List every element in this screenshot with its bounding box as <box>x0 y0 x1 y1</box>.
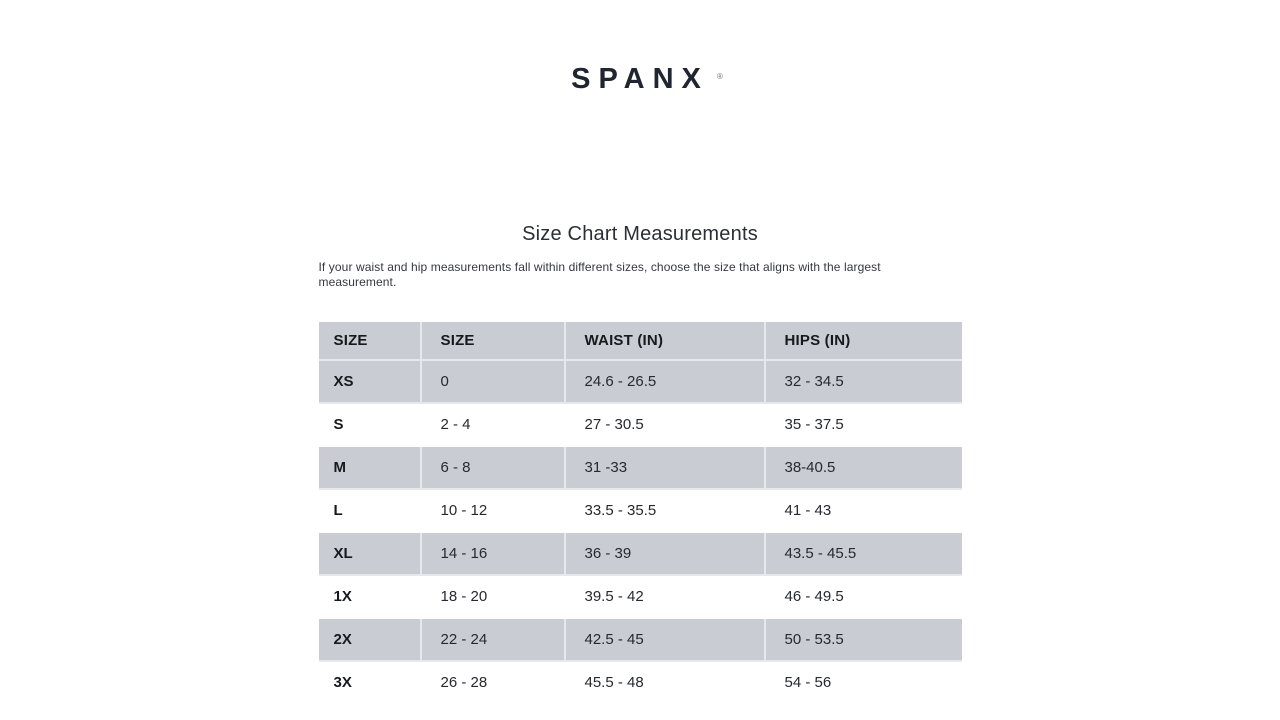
table-row <box>319 662 962 705</box>
size-label-cell: 2X <box>319 619 422 662</box>
waist-cell: 36 - 39 <box>566 533 766 576</box>
spanx-logo <box>571 63 723 95</box>
column-header-hips: HIPS (IN) <box>766 322 962 361</box>
numeric-size-cell: 14 - 16 <box>422 533 566 576</box>
size-label-cell: 3X <box>319 662 422 705</box>
spanx-logo-text: SPANX <box>571 63 709 95</box>
numeric-size-cell: 2 - 4 <box>422 404 566 447</box>
column-header-waist: WAIST (IN) <box>566 322 766 361</box>
page-title: Size Chart Measurements <box>522 223 758 245</box>
waist-cell: 33.5 - 35.5 <box>566 490 766 533</box>
waist-cell: 42.5 - 45 <box>566 619 766 662</box>
numeric-size-cell: 22 - 24 <box>422 619 566 662</box>
size-chart-table <box>319 322 962 705</box>
table-row <box>319 533 962 576</box>
size-label-cell: XL <box>319 533 422 576</box>
size-label-cell: XS <box>319 361 422 404</box>
table-row <box>319 447 962 490</box>
size-label-cell: 1X <box>319 576 422 619</box>
hips-cell: 43.5 - 45.5 <box>766 533 962 576</box>
hips-cell: 41 - 43 <box>766 490 962 533</box>
column-header-size: SIZE <box>319 322 422 361</box>
size-label-cell: M <box>319 447 422 490</box>
hips-cell: 32 - 34.5 <box>766 361 962 404</box>
waist-cell: 39.5 - 42 <box>566 576 766 619</box>
waist-cell: 24.6 - 26.5 <box>566 361 766 404</box>
hips-cell: 50 - 53.5 <box>766 619 962 662</box>
registered-trademark-icon: ® <box>716 72 723 81</box>
table-row <box>319 619 962 662</box>
numeric-size-cell: 26 - 28 <box>422 662 566 705</box>
size-label-cell: L <box>319 490 422 533</box>
hips-cell: 54 - 56 <box>766 662 962 705</box>
numeric-size-cell: 0 <box>422 361 566 404</box>
size-label-cell: S <box>319 404 422 447</box>
numeric-size-cell: 18 - 20 <box>422 576 566 619</box>
page-header <box>0 0 1280 99</box>
table-row <box>319 576 962 619</box>
waist-cell: 45.5 - 48 <box>566 662 766 705</box>
waist-cell: 27 - 30.5 <box>566 404 766 447</box>
numeric-size-cell: 6 - 8 <box>422 447 566 490</box>
numeric-size-cell: 10 - 12 <box>422 490 566 533</box>
table-header-row <box>319 322 962 361</box>
size-chart-instructions: If your waist and hip measurements fall within different sizes, choose the size that aligns with the largest measurement. <box>318 260 881 289</box>
table-row <box>319 490 962 533</box>
hips-cell: 35 - 37.5 <box>766 404 962 447</box>
table-row <box>319 404 962 447</box>
hips-cell: 46 - 49.5 <box>766 576 962 619</box>
hips-cell: 38-40.5 <box>766 447 962 490</box>
column-header-numeric-size: SIZE <box>422 322 566 361</box>
waist-cell: 31 -33 <box>566 447 766 490</box>
size-chart-section <box>319 223 962 705</box>
table-row <box>319 361 962 404</box>
